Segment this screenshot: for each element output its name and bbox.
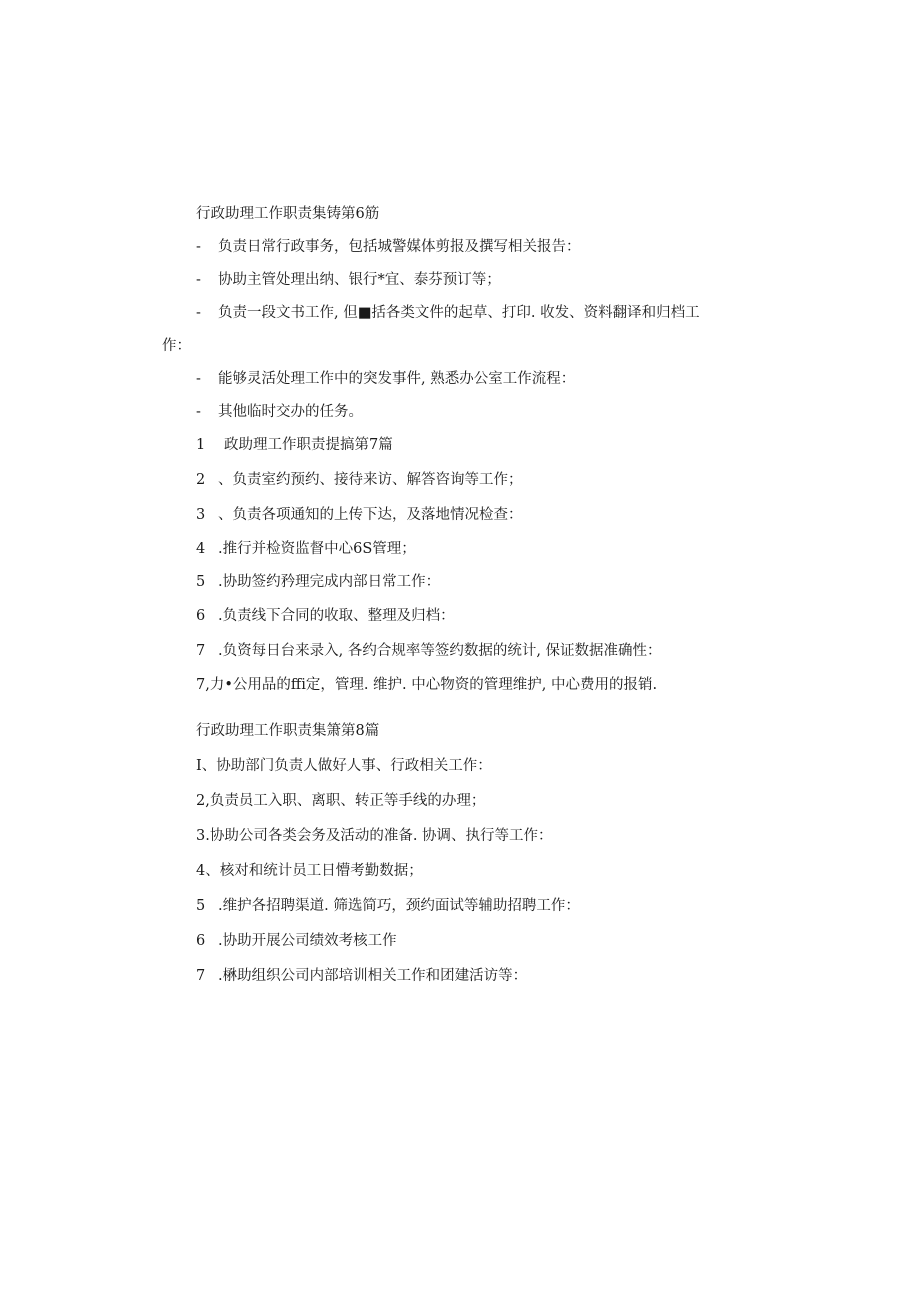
list-item-text: 3.协助公司各类会务及活动的准备. 协调、执行等工作： [196, 828, 553, 844]
list-item-text: 4、核对和统计员工日懵考勤数据； [196, 863, 423, 879]
list-item-text: 负责日常行政事务，包括城警媒体剪报及撰写相关报告： [218, 239, 581, 255]
list-item [196, 537, 416, 561]
list-item [196, 894, 580, 918]
list-item [196, 639, 662, 663]
list-item-text: .推行并检资监督中心6S管理； [218, 541, 416, 557]
list-item [196, 789, 485, 813]
list-item [196, 268, 501, 292]
list-marker: 5 [196, 574, 206, 590]
list-item-text: .楙助组织公司内部培训相关工作和团建活访等： [218, 968, 528, 984]
list-marker: - [196, 239, 201, 255]
list-item-text: .协助签约矜理完成内部日常工作： [218, 574, 441, 590]
list-item-continuation: 作： [162, 338, 191, 354]
list-item-text: .维护各招聘渠道. 筛选简巧，颈约面试等辅助招聘工作： [218, 898, 580, 914]
list-item-text: 能够灵活处理工作中的突发事件, 熟悉办公室工作流程： [218, 371, 576, 387]
list-item [196, 754, 492, 778]
list-item [196, 235, 581, 259]
list-item [196, 468, 523, 492]
list-item-text: 2,负责员工入职、离职、转正等手线的办理； [196, 793, 486, 809]
list-item [196, 824, 553, 848]
list-marker: 2 [196, 472, 206, 488]
list-marker: - [196, 305, 201, 321]
list-marker: 1 [196, 437, 206, 453]
list-marker: 6 [196, 933, 206, 949]
list-marker: - [196, 404, 201, 420]
list-item [196, 604, 455, 628]
list-marker: 7 [196, 643, 206, 659]
list-item [196, 859, 423, 883]
list-item-text: .负资每日台来录入, 各约合规率等签约数据的统计, 保证数据准确性： [218, 643, 662, 659]
section-heading [196, 433, 393, 457]
list-item [196, 929, 397, 953]
section-heading: 行政助理工作职责集箫第8篇 [196, 723, 380, 739]
list-item-text: .负责线下合同的收取、整理及归档： [218, 608, 455, 624]
list-item [196, 301, 700, 325]
list-item [196, 400, 363, 424]
list-item-text: 、负责室约预约、接待来访、解答咨询等工作； [218, 472, 523, 488]
list-item-text: 协助主管处理出纳、银行*宜、泰芬预订等； [218, 272, 501, 288]
section-heading: 行政助理工作职责集铸第6筋 [196, 206, 380, 222]
list-marker: 6 [196, 608, 206, 624]
list-marker: - [196, 272, 201, 288]
list-marker: 7 [196, 968, 206, 984]
list-item [196, 673, 657, 697]
list-marker: 4 [196, 541, 206, 557]
list-item-text: .协助开展公司绩效考核工作 [218, 933, 397, 949]
section-heading-text: 政助理工作职责提搞第7篇 [224, 437, 393, 453]
list-item-text: 其他临时交办的任务。 [218, 404, 363, 420]
list-item [196, 964, 527, 988]
list-item [196, 503, 523, 527]
list-item [196, 367, 575, 391]
list-marker: 3 [196, 507, 206, 523]
list-item-text: I、协助部门负责人做好人事、行政相关工作： [196, 758, 492, 774]
list-item [196, 570, 440, 594]
list-item-text: 负责一段文书工作, 但■括各类文件的起草、打印. 收发、资料翻译和归档工 [218, 305, 700, 321]
list-item-text: 7,力•公用品的ffi定，管理. 维护. 中心物资的管理维护, 中心费用的报销. [196, 677, 658, 693]
list-item-text: 、负责各项通知的上传下达，及落地情况检查： [218, 507, 523, 523]
list-marker: 5 [196, 898, 206, 914]
list-marker: - [196, 371, 201, 387]
